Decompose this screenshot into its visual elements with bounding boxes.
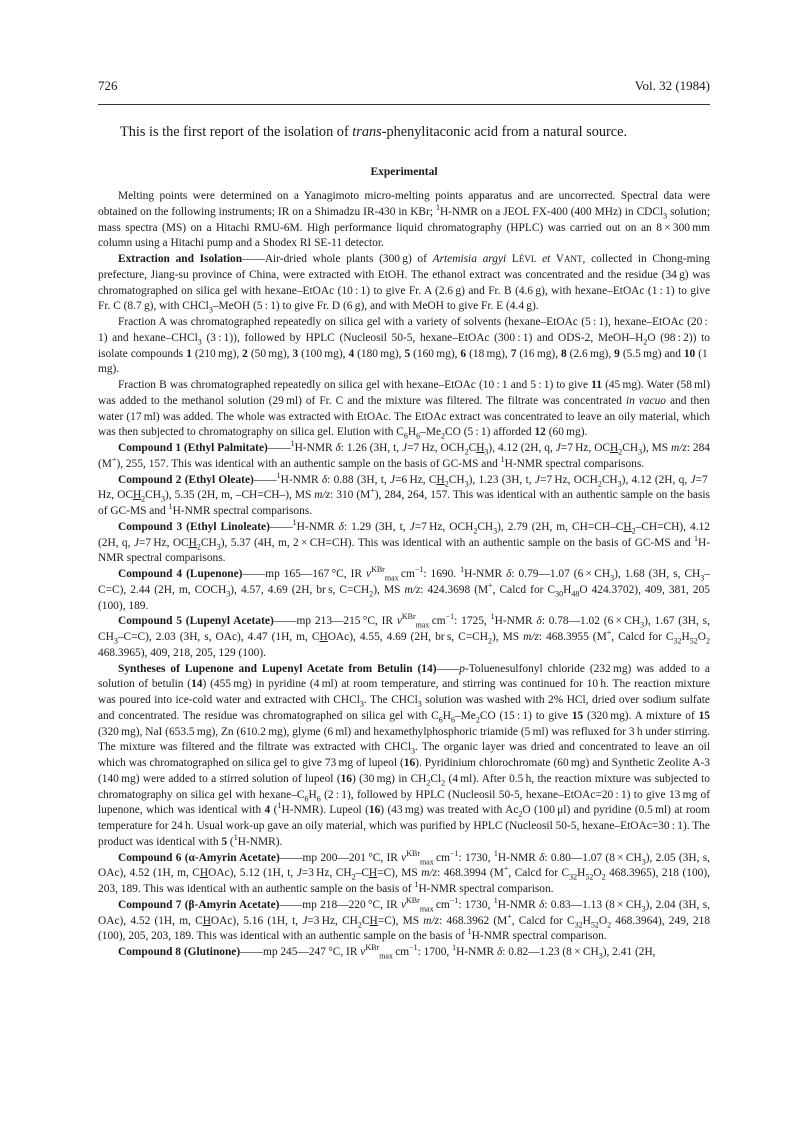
paragraph-text: ——mp 200—201 °C, IR $\nu^{KBr}_{max}$ $cm^{-1}$: 1730, $^1$H-NMR δ: 0.80—1.07 $(8 \times CH_3)$, 2.05 (3H, s, OAc), 4.52 (1H, m, CHOAc), 5.12 (1H, t, J=3 Hz, $CH_2-CH=C$), MS m/z: 468.3994 (M+, Calcd for $C_{32}H_{52}O_2$ 468.3965), 218 (100), 203, 189. This was identical with an authentic sample on the basis of $^1$H-NMR spectral comparison. xyxy=(98,848,711,895)
running-header xyxy=(98,78,710,94)
paragraph xyxy=(98,614,710,661)
paragraph-text: ——mp 245—247 °C, IR $\nu^{KBr}_{max}$ $cm^{-1}$: 1700, $^1$H-NMR δ: 0.82—1.23 $(8 \times CH_3)$, 2.41 (2H, xyxy=(240,943,656,961)
paragraph-text: ——Air-dried whole plants (300 g) of Artemisia argyi LÉVL et VANT, collected in Chong-ming prefecture, Jiang-su province of China, were extracted with EtOH. The ethanol extract was concentrated and the residue (34 g) was chromatographed on silica gel with hexane–EtOAc (10 : 1) to give Fr. A (2.6 g) and Fr. B (4.6 g), with hexane–EtOAc (1 : 1) to give Fr. C (8.7 g), with CHCl$_3$–MeOH (5 : 1) to give Fr. D (6 g), and with MeOH to give Fr. E (4.4 g). xyxy=(98,253,711,315)
paragraph-text: ——$^1$H-NMR δ: 1.29 (3H, t, J=7 Hz, $OCH_2CH_3$), 2.79 (2H, m, $CH=CH-CH_2-CH=CH$), 4.12 (2H, q, J=7 Hz, $OCH_2CH_3$), 5.37 (4H, m, 2 × CH=CH). This was identical with an authentic sample on the basis of GC-MS and $^1$H-NMR spectral comparisons. xyxy=(98,517,710,565)
paragraph xyxy=(98,895,711,945)
paragraph-heading: Compound 2 (Ethyl Oleate) xyxy=(118,473,254,486)
paragraph-heading: Compound 7 (β-Amyrin Acetate) xyxy=(118,898,280,911)
paragraph-heading: Extraction and Isolation xyxy=(118,253,243,265)
paragraph xyxy=(98,315,710,378)
intro-after: -phenylitaconic acid from a natural source. xyxy=(381,124,628,140)
paragraph xyxy=(98,567,710,614)
intro-before: This is the first report of the isolation of xyxy=(120,124,353,140)
paragraph xyxy=(98,848,711,898)
paragraph-heading: Syntheses of Lupenone and Lupenyl Acetate from Betulin (14) xyxy=(118,662,437,675)
paragraph-heading: Compound 3 (Ethyl Linoleate) xyxy=(118,520,270,533)
paragraph xyxy=(98,441,710,473)
intro-sentence xyxy=(120,123,720,141)
paragraph-text: ——p-Toluenesulfonyl chloride (232 mg) was added to a solution of betulin (14) (455 mg) in pyridine (4 ml) at room temperature, and stirring was continued for 10 h. The reaction mixture was poured into ice-cold water and extracted with CHCl$_3$. The CHCl$_3$ solution was washed with 2% HCl, dried over sodium sulfate and concentrated. The residue was chromatographed on silica gel with $C_6H_6-Me_2CO$ (15 : 1) to give 15 (320 mg). A mixture of 15 (320 mg), NaI (653.5 mg), Zn (610.2 mg), glyme (6 ml) and hexamethylphosphoric triamide (5 ml) was refluxed for 3 h under stirring. The mixture was filtered and the filtrate was extracted with CHCl$_3$. The organic layer was dried and concentrated to leave an oil which was chromatographed on silica gel to give 73 mg of lupeol (16). Pyridinium chlorochromate (60 mg) and Synthetic Zeolite A-3 (140 mg) were added to a stirred solution of lupeol (16) (30 mg) in $CH_2Cl_2$ (4 ml). After 0.5 h, the reaction mixture was subjected to chromatography on silica gel with hexane–$C_6H_6$ (2 : 1), followed by HPLC (Nucleosil 50-5, hexane–EtOAc=20 : 1) to give 13 mg of lupenone, which was identical with 4 ($^1$H-NMR). Lupeol (16) (43 mg) was treated with $Ac_2O$ (100 μl) and pyridine (0.5 ml) at room temperature for 24 h. Usual work-up gave an oily material, which was purified by HPLC (Nucleosil 50-5, hexane–EtOAc=30 : 1). The product was identical with 5 ($^1$H-NMR). xyxy=(98,662,710,848)
paragraph xyxy=(98,189,710,252)
paragraph-heading: Compound 6 (α-Amyrin Acetate) xyxy=(118,851,280,864)
paragraph-text: ——$^1$H-NMR δ: 1.26 (3H, t, J=7 Hz, $OCH_2CH_3$), 4.12 (2H, q, J=7 Hz, $OCH_2CH_3$), MS m/z: 284 (M+), 255, 157. This was identical with an authentic sample on the basis of GC-MS and $^1$H-NMR spectral comparisons. xyxy=(98,439,710,470)
paragraph-text: Fraction A was chromatographed repeatedly on silica gel with a variety of solvents (hexane–EtOAc (5 : 1), hexane–EtOAc (20 : 1) and hexane–CHCl$_3$ (3 : 1)), followed by HPLC (Nucleosil 50-5, hexane–EtOAc (300 : 1) and ODS-2, MeOH–$H_2O$ (98 : 2)) to isolate compounds 1 (210 mg), 2 (50 mg), 3 (100 mg), 4 (180 mg), 5 (160 mg), 6 (18 mg), 7 (16 mg), 8 (2.6 mg), 9 (5.5 mg) and 10 (1 mg). xyxy=(98,316,710,376)
paragraph-heading: Compound 8 (Glutinone) xyxy=(118,946,241,958)
intro-italic: trans xyxy=(352,124,382,140)
page-number: 726 xyxy=(98,78,118,93)
paragraph xyxy=(98,945,710,961)
paragraph xyxy=(98,252,710,315)
paragraph xyxy=(98,470,710,520)
paragraph xyxy=(98,662,710,851)
paragraph-text: ——$^1$H-NMR δ: 0.88 (3H, t, J=6 Hz, $CH_2CH_3$), 1.23 (3H, t, J=7 Hz, $OCH_2CH_3$), 4.12 (2H, q, J=7 Hz, $OCH_2CH_3$), 5.35 (2H, m, –CH=CH–), MS m/z: 310 (M+), 284, 264, 157. This was identical with an authentic sample on the basis of GC-MS and $^1$H-NMR spectral comparisons. xyxy=(98,470,710,517)
paragraph-text: ——mp 213—215 °C, IR $\nu^{KBr}_{max}$ $cm^{-1}$: 1725, $^1$H-NMR δ: 0.78—1.02 $(6 \times CH_3)$, 1.67 (3H, s, $CH_3-C=C$), 2.03 (3H, s, OAc), 4.47 (1H, m, CHOAc), 4.55, 4.69 (2H, br s, $C=CH_2$), MS m/z: 468.3955 (M+, Calcd for $C_{32}H_{52}O_2$ 468.3965), 409, 218, 205, 129 (100). xyxy=(98,612,710,659)
paragraph-text: ——mp 218—220 °C, IR $\nu^{KBr}_{max}$ $cm^{-1}$: 1730, $^1$H-NMR δ: 0.83—1.13 $(8 \times CH_3)$, 2.04 (3H, s, OAc), 4.52 (1H, m, CHOAc), 5.16 (1H, t, J=3 Hz, $CH_2CH=C$), MS m/z: 468.3962 (M+, Calcd for $C_{32}H_{52}O_2$ 468.3964), 249, 218 (100), 205, 203, 189. This was identical with an authentic sample on the basis of $^1$H-NMR spectral comparison. xyxy=(98,895,711,943)
paragraph-text: Melting points were determined on a Yanagimoto micro-melting points apparatus and are uncorrected. Spectral data were obtained on the following instruments; IR on a Shimadzu IR-430 in KBr; $^1$H-NMR on a JEOL FX-400 (400 MHz) in CDCl$_3$ solution; mass spectra (MS) on a Hitachi RMU-6M. High performance liquid chromatography (HPLC) was carried out on an 8 × 300 mm column using a Hitachi pump and a Shodex RI SE-11 detector. xyxy=(98,190,710,250)
experimental-body xyxy=(98,189,710,961)
paragraph-heading: Compound 5 (Lupenyl Acetate) xyxy=(118,615,274,628)
paragraph-heading: Compound 1 (Ethyl Palmitate) xyxy=(118,442,268,454)
journal-volume: Vol. 32 (1984) xyxy=(634,78,710,93)
paragraph-text: Fraction B was chromatographed repeatedly on silica gel with hexane–EtOAc (10 : 1 and 5 : 1) to give 11 (45 mg). Water (58 ml) was added to the methanol solution (29 ml) of Fr. C and the mixture was filtered. The filtrate was concentrated in vacuo and then water (17 ml) was added. The whole was extracted with EtOAc. The EtOAc extract was concentrated to leave an oily material, which was then subjected to chromatography on silica gel. Elution with $C_6H_6-Me_2CO$ (5 : 1) afforded 12 (60 mg). xyxy=(98,379,710,441)
paragraph-text: ——mp 165—167 °C, IR $\nu^{KBr}_{max}$ $cm^{-1}$: 1690. $^1$H-NMR δ: 0.79—1.07 $(6 \times CH_3)$, 1.68 (3H, s, $CH_3-C=C$), 2.44 (2H, m, $COCH_3$), 4.57, 4.69 (2H, br s, $C=CH_2$), MS m/z: 424.3698 (M+, Calcd for $C_{30}H_{48}O$ 424.3702), 409, 381, 205 (100), 189. xyxy=(98,565,710,612)
paragraph xyxy=(98,517,710,567)
paragraph xyxy=(98,378,710,441)
paragraph-heading: Compound 4 (Lupenone) xyxy=(118,568,243,580)
header-rule xyxy=(98,104,710,105)
section-title: Experimental xyxy=(370,166,438,178)
